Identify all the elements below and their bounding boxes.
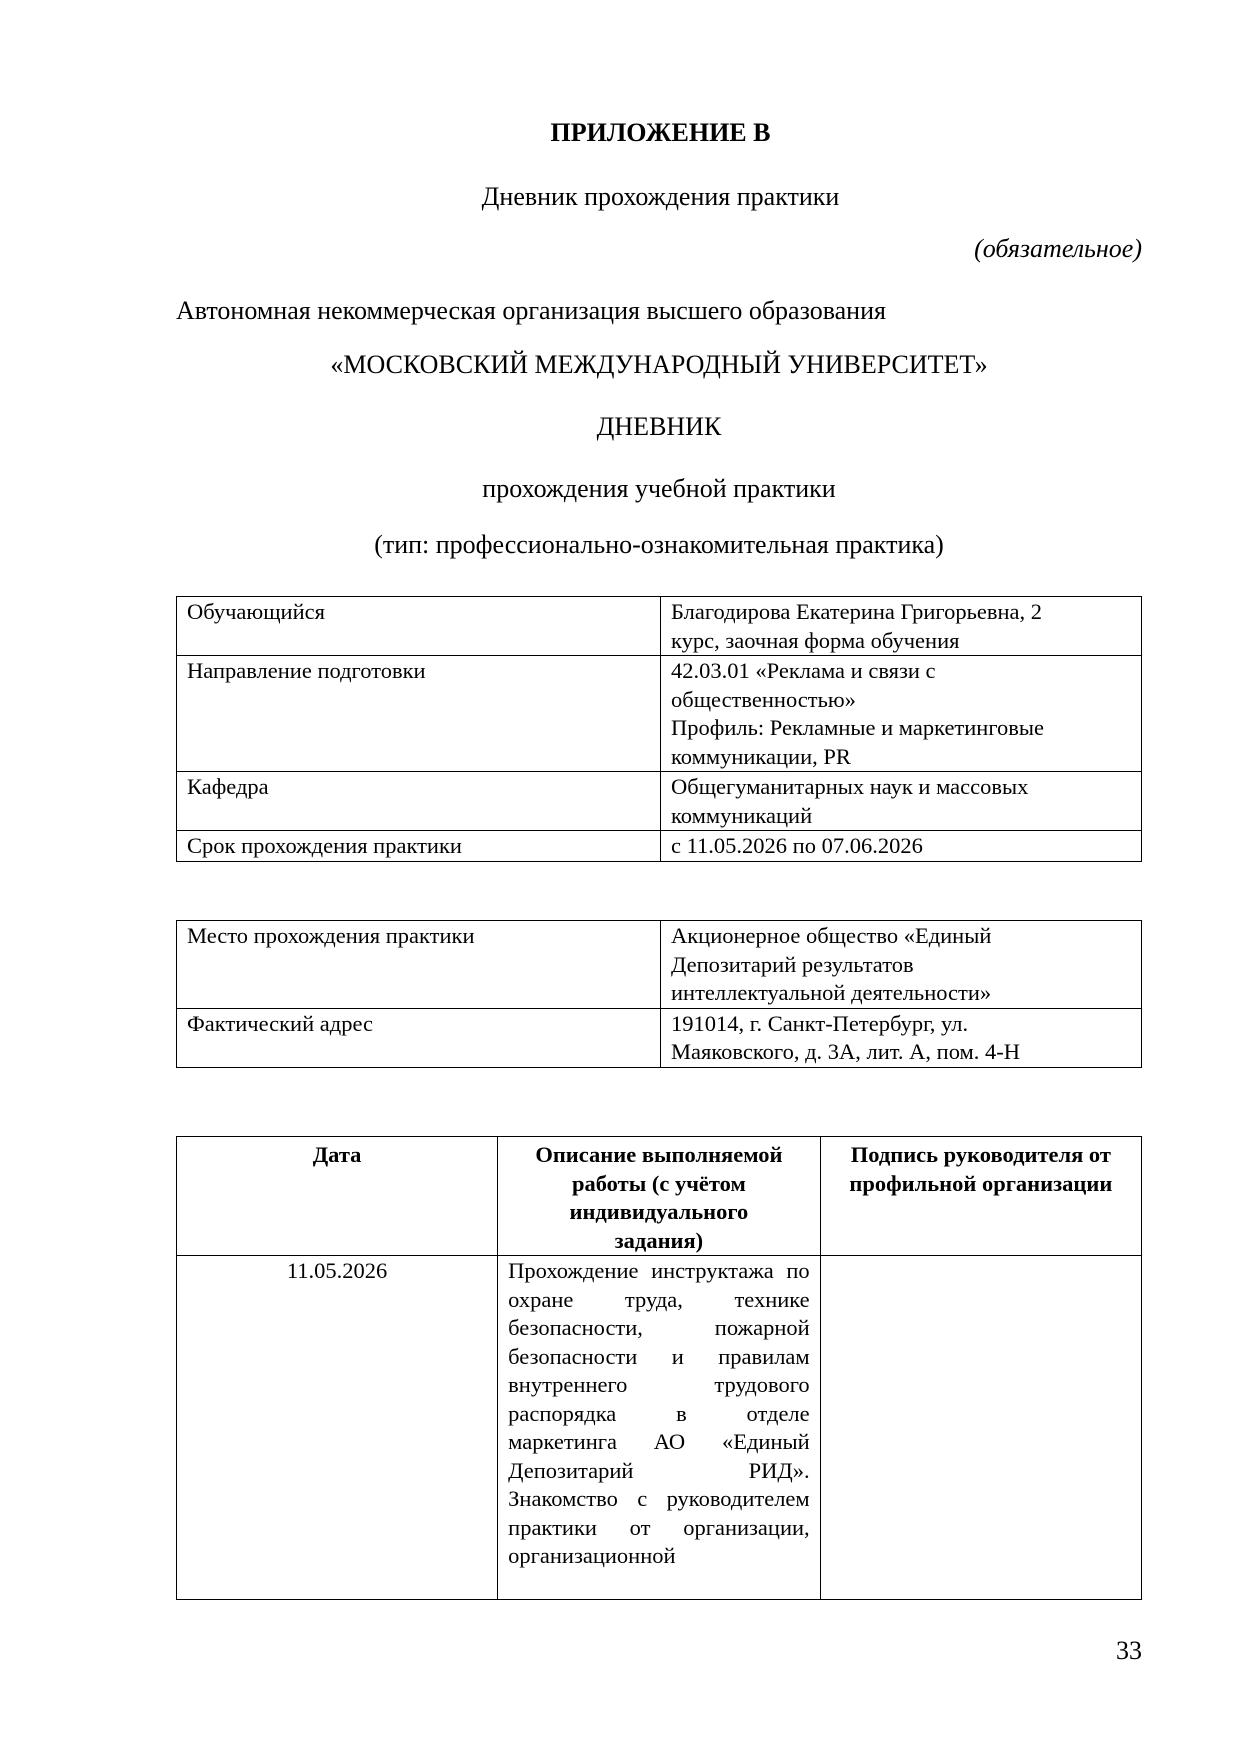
info-label: Кафедра (177, 772, 661, 831)
info-value-line: с 11.05.2026 по 07.06.2026 (671, 833, 923, 858)
info-value-line: общественностью» (671, 686, 856, 712)
table-row (177, 1256, 1142, 1600)
table-row (177, 597, 1142, 656)
info-label: Срок прохождения практики (177, 831, 661, 862)
page-number: 33 (1116, 1636, 1142, 1665)
journal-description: Прохождение инструктажа по охране труда, технике безопасности, пожарной безопасности и правилам внутреннего трудового распорядка в отделе маркетинга АО «Единый Депозитарий РИД». Знакомство с руководителем практики от организации, организационной (498, 1256, 821, 1600)
info-label: Направление подготовки (177, 656, 661, 772)
header-signature-line: Подпись руководителя от (850, 1142, 1111, 1167)
info-value-line: курс, заочная форма обучения (671, 627, 960, 653)
place-value (661, 1008, 1142, 1067)
diary-title: ДНЕВНИК (596, 412, 722, 441)
organization-name: Автономная некоммерческая организация высшего образования (176, 296, 886, 325)
table-row (177, 772, 1142, 831)
student-info-table (176, 596, 1142, 862)
info-value-line: 42.03.01 «Реклама и связи с (671, 658, 936, 683)
place-value-line: 191014, г. Санкт-Петербург, ул. (671, 1010, 969, 1036)
info-value-line: Общегуманитарных наук и массовых (671, 774, 1029, 799)
header-description-line: Описание выполняемой (535, 1142, 783, 1167)
info-value-line: Благодирова Екатерина Григорьевна, 2 (671, 599, 1042, 624)
header-description-line: работы (с учётом (571, 1170, 746, 1196)
practice-journal-table (176, 1136, 1142, 1600)
info-value (661, 597, 1142, 656)
info-value (661, 831, 1142, 862)
appendix-subtitle: Дневник прохождения практики (481, 182, 840, 211)
table-row (177, 921, 1142, 1009)
info-value-line: коммуникаций (671, 802, 813, 828)
table-row (177, 1008, 1142, 1067)
info-label: Обучающийся (177, 597, 661, 656)
table-header-row (177, 1137, 1142, 1256)
header-description (498, 1137, 821, 1256)
journal-signature (820, 1256, 1141, 1600)
journal-date: 11.05.2026 (177, 1256, 498, 1600)
table-row (177, 656, 1142, 772)
header-description-line: индивидуального (569, 1199, 749, 1224)
info-value (661, 772, 1142, 831)
header-date (177, 1137, 498, 1256)
mandatory-note: (обязательное) (974, 234, 1142, 263)
place-label: Место прохождения практики (177, 921, 661, 1009)
practice-type: (тип: профессионально-ознакомительная практика) (374, 530, 944, 559)
header-date-line: Дата (312, 1142, 362, 1167)
place-value-line: Маяковского, д. 3А, лит. А, пом. 4-Н (671, 1039, 1021, 1064)
practice-place-table (176, 920, 1142, 1068)
info-value (661, 656, 1142, 772)
place-value-line: Акционерное общество «Единый (671, 923, 992, 948)
university-name: «МОСКОВСКИЙ МЕЖДУНАРОДНЫЙ УНИВЕРСИТЕТ» (330, 350, 988, 379)
info-value-line: коммуникации, PR (671, 743, 851, 769)
appendix-title: ПРИЛОЖЕНИЕ В (550, 118, 771, 147)
place-value-line: интеллектуальной деятельности» (671, 980, 992, 1005)
header-description-line: задания) (614, 1227, 704, 1253)
diary-subtitle: прохождения учебной практики (482, 474, 836, 503)
place-value-line: Депозитарий результатов (671, 951, 914, 977)
table-row (177, 831, 1142, 862)
place-label: Фактический адрес (177, 1008, 661, 1067)
info-value-line: Профиль: Рекламные и маркетинговые (671, 715, 1044, 740)
header-signature-line: профильной организации (849, 1170, 1113, 1196)
place-value (661, 921, 1142, 1009)
header-signature (820, 1137, 1141, 1256)
